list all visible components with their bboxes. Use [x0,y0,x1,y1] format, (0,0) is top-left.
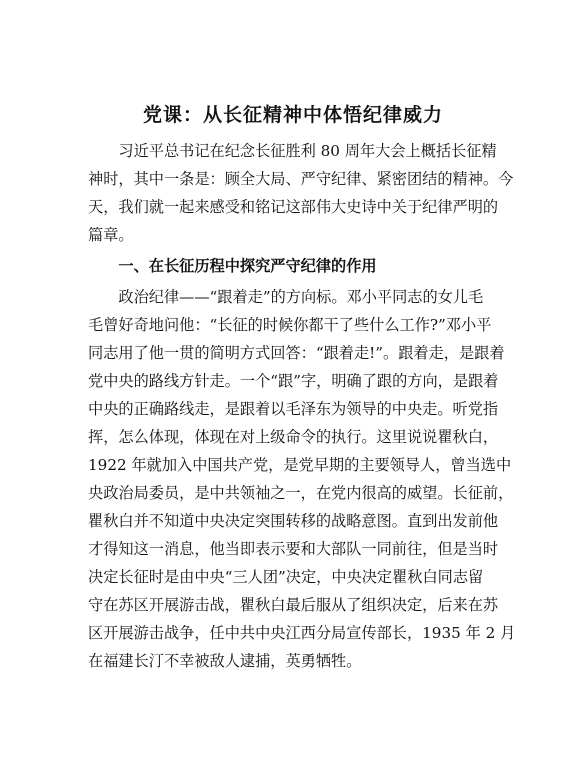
body-line: 1922 年就加入中国共产党，是党早期的主要领导人，曾当选中 [88,456,512,474]
body-line: 瞿秋白并不知道中央决定突围转移的战略意图。直到出发前他 [88,512,499,530]
body-line: 在福建长汀不幸被敌人逮捕，英勇牺牲。 [88,652,362,670]
body-line: 决定长征时是由中央“三人团”决定，中央决定瞿秋白同志留 [88,568,484,586]
body-line: 守在苏区开展游击战，瞿秋白最后服从了组织决定，后来在苏 [88,596,499,614]
intro-line: 天，我们就一起来感受和铭记这部伟大史诗中关于纪律严明的 [88,198,499,216]
intro-line: 习近平总书记在纪念长征胜利 80 周年大会上概括长征精 [88,142,497,160]
intro-line: 篇章。 [88,226,134,244]
body-line: 毛曾好奇地问他：“长征的时候你都干了些什么工作?”邓小平 [88,316,492,334]
body-line: 党中央的路线方针走。一个“跟”字，明确了跟的方向，是跟着 [88,372,499,390]
body-line: 同志用了他一贯的简明方式回答：“跟着走!”。跟着走，是跟着 [88,344,505,362]
document-title: 党课：从长征精神中体悟纪律威力 [142,104,443,126]
body-line: 挥，怎么体现，体现在对上级命令的执行。这里说说瞿秋白， [88,428,499,446]
body-line: 区开展游击战争，任中共中央江西分局宣传部长，1935 年 2 月 [88,624,516,642]
body-line: 才得知这一消息，他当即表示要和大部队一同前往，但是当时 [88,540,499,558]
intro-line: 神时，其中一条是：顾全大局、严守纪律、紧密团结的精神。今 [88,170,514,188]
section-heading: 一、在长征历程中探究严守纪律的作用 [88,257,377,275]
body-line: 政治纪律——“跟着走”的方向标。邓小平同志的女儿毛 [88,288,484,306]
body-line: 中央的正确路线走，是跟着以毛泽东为领导的中央走。听党指 [88,400,499,418]
body-line: 央政治局委员，是中共领袖之一，在党内很高的威望。长征前， [88,484,514,502]
